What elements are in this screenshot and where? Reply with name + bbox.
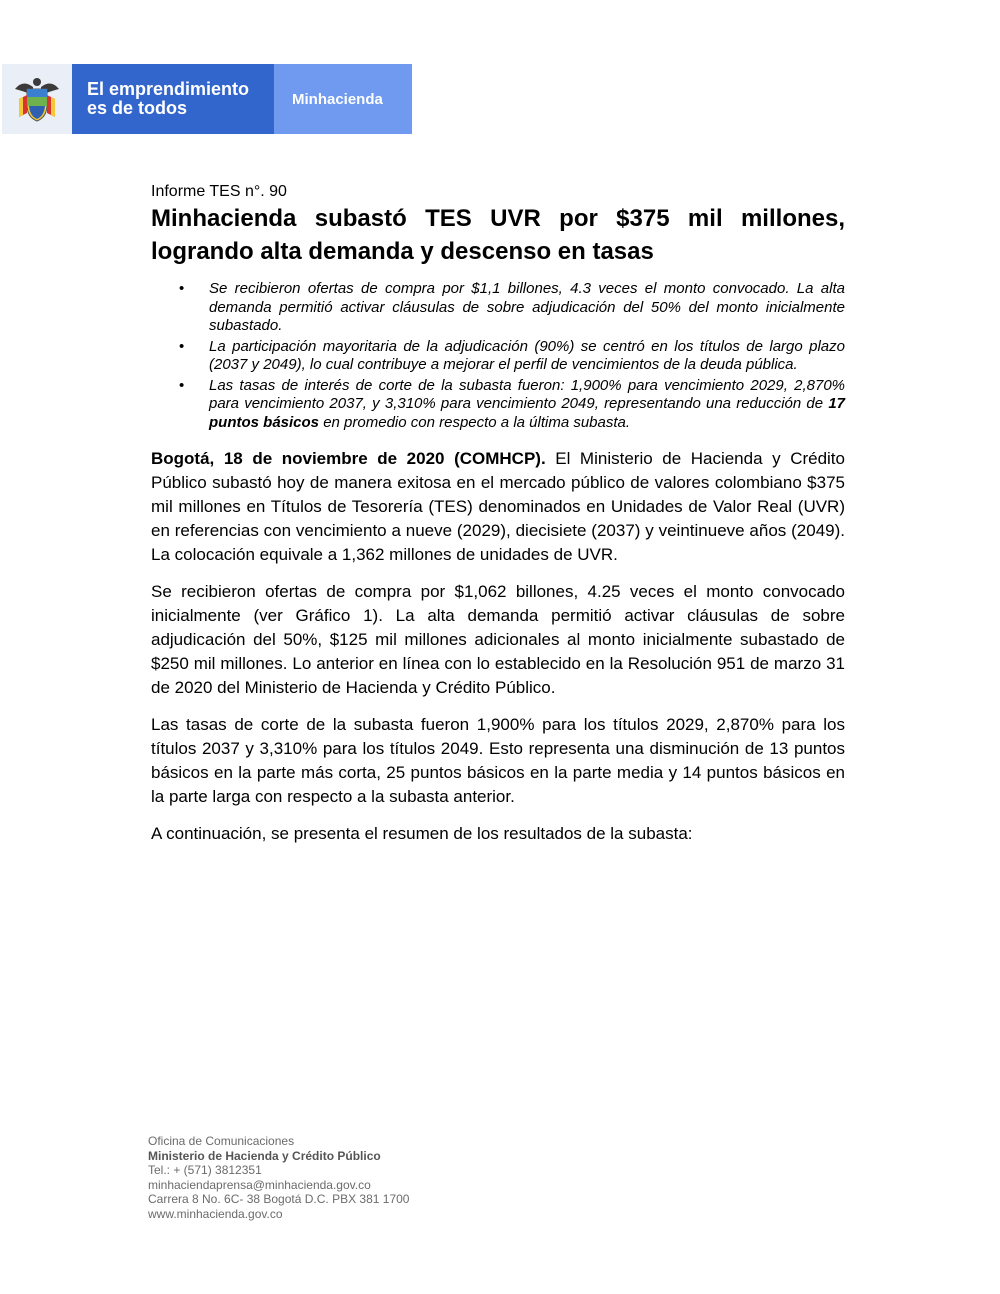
highlight-text: La participación mayoritaria de la adjudicación (90%) se centró en los títulos de largo plazo (2037 y 2049), lo cual contribuye a mejorar el perfil de vencimientos de la deuda pública. [209, 337, 845, 373]
document-body [151, 182, 845, 846]
slogan [87, 80, 249, 118]
highlight-text: en promedio con respecto a la última subasta. [319, 413, 631, 431]
highlight-item [209, 338, 845, 375]
highlight-text: Las tasas de interés de corte de la subasta fueron: 1,900% para vencimiento 2029, 2,870% para vencimiento 2037, y 3,310% para vencimiento 2049, representando una reducción de [209, 376, 845, 412]
dateline: Bogotá, 18 de noviembre de 2020 (COMHCP). [151, 449, 546, 468]
report-number: Informe TES n°. 90 [151, 183, 287, 200]
ministry-name: Minhacienda [292, 90, 383, 108]
ministry-logo [274, 64, 412, 134]
slogan-box [72, 64, 274, 134]
footer-ministry: Ministerio de Hacienda y Crédito Público [148, 1148, 381, 1163]
paragraph-2: Se recibieron ofertas de compra por $1,062 billones, 4.25 veces el monto convocado inicialmente (ver Gráfico 1). La alta demanda permitió activar cláusulas de sobre adjudicación del 50%, $125 mil millones adicionales al monto inicialmente subastado de $250 mil millones. Lo anterior en línea con lo establecido en la Resolución 951 de marzo 31 de 2020 del Ministerio de Hacienda y Crédito Público. [151, 582, 845, 697]
highlight-item [209, 280, 845, 336]
slogan-line-1: El emprendimiento [87, 79, 250, 99]
colombia-coat-of-arms-icon [11, 73, 63, 125]
paragraph-4: A continuación, se presenta el resumen de los resultados de la subasta: [151, 824, 693, 843]
footer-email[interactable]: minhaciendaprensa@minhacienda.gov.co [148, 1177, 371, 1192]
footer-office: Oficina de Comunicaciones [148, 1134, 295, 1148]
paragraph-1 [151, 447, 845, 567]
footer-address: Carrera 8 No. 6C- 38 Bogotá D.C. PBX 381 1700 [148, 1192, 410, 1207]
headline: Minhacienda subastó TES UVR por $375 mil millones, logrando alta demanda y descenso en tasas [151, 205, 845, 265]
highlight-item [209, 377, 845, 433]
crest-container [2, 64, 72, 134]
paragraph-3: Las tasas de corte de la subasta fueron 1,900% para los títulos 2029, 2,870% para los títulos 2037 y 3,310% para los títulos 2049. Esto representa una disminución de 13 puntos básicos en la parte más corta, 25 puntos básicos en la parte media y 14 puntos básicos en la parte larga con respecto a la subasta anterior. [151, 715, 845, 806]
highlight-bold: 17 puntos básicos [209, 395, 845, 431]
highlight-text: Se recibieron ofertas de compra por $1,1 billones, 4.3 veces el monto convocado. La alta demanda permitió activar cláusulas de sobre adjudicación del 50% del monto inicialmente subastado. [209, 280, 845, 334]
footer-website[interactable]: www.minhacienda.gov.co [148, 1206, 283, 1221]
slogan-line-2: es de todos [87, 98, 188, 118]
footer-phone: Tel.: + (571) 3812351 [148, 1163, 262, 1178]
highlights-list [151, 280, 845, 432]
paragraph-1-text: El Ministerio de Hacienda y Crédito Público subastó hoy de manera exitosa en el mercado público de valores colombiano $375 mil millones en Títulos de Tesorería (TES) denominados en Unidades de Valor Real (UVR) en referencias con vencimiento a nueve (2029), diecisiete (2037) y veintinueve años (2049). La colocación equivale a 1,362 millones de unidades de UVR. [151, 449, 845, 564]
footer [148, 1134, 409, 1222]
header-banner [2, 64, 412, 134]
